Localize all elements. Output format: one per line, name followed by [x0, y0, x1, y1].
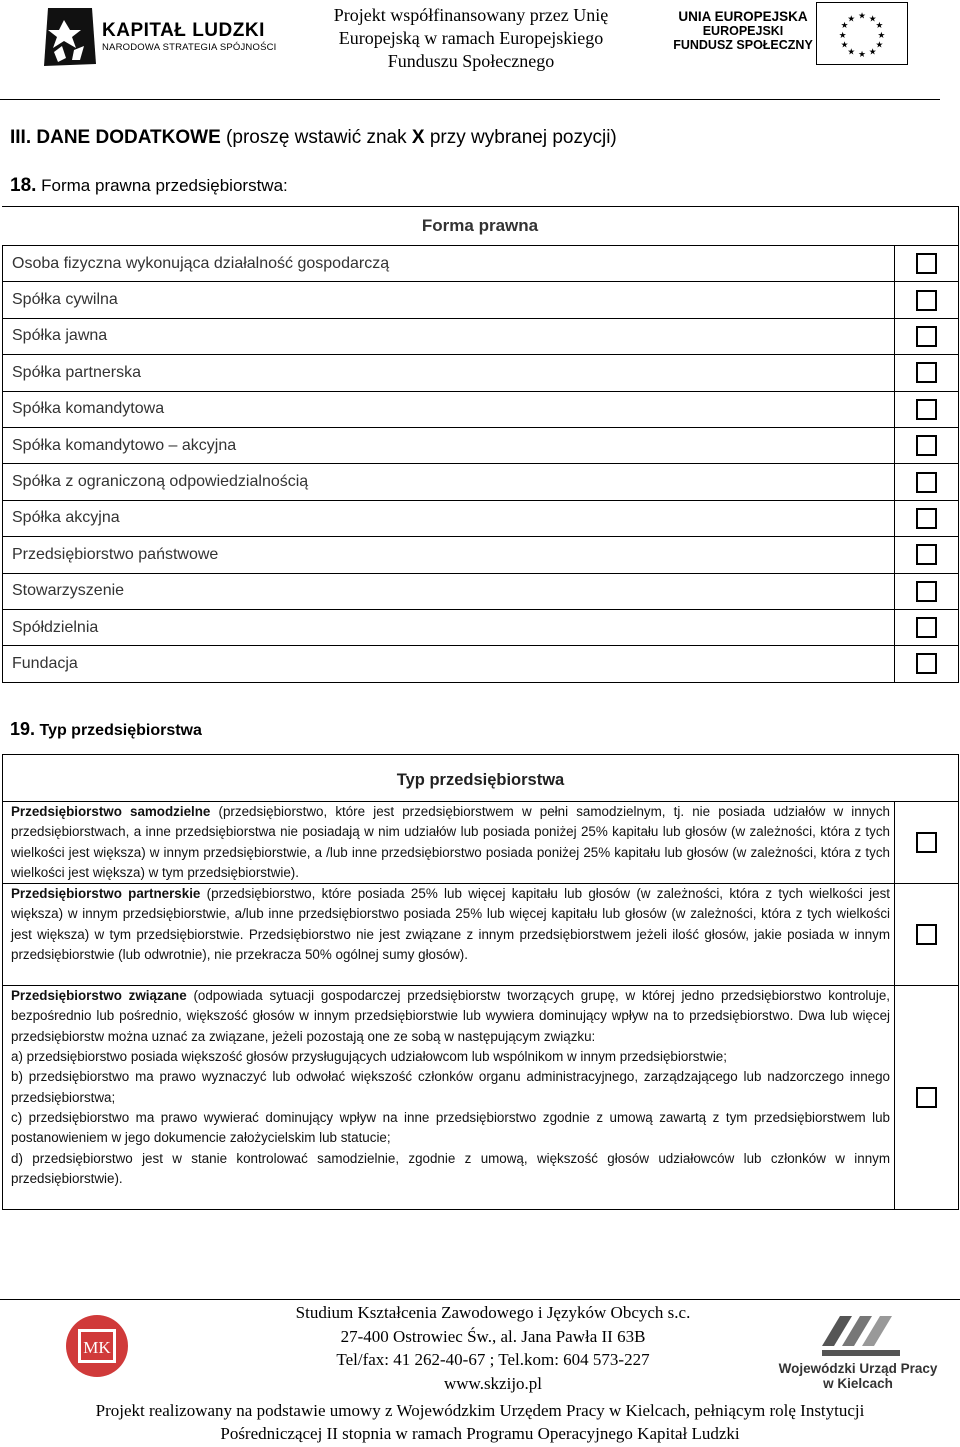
- legal-form-row: [3, 500, 959, 536]
- section-title: [10, 127, 617, 149]
- svg-text:★: ★: [868, 47, 877, 58]
- legal-form-row: [3, 391, 959, 427]
- legal-form-checkbox[interactable]: [916, 544, 937, 565]
- legal-form-label: Fundacja: [3, 646, 895, 682]
- school-phone: Tel/fax: 41 262-40-67 ; Tel.kom: 604 573-227: [336, 1350, 650, 1369]
- legal-form-label: Spółka jawna: [3, 318, 895, 354]
- legal-form-checkbox[interactable]: [916, 653, 937, 674]
- svg-text:★: ★: [838, 30, 847, 41]
- legal-form-label: Osoba fizyczna wykonująca działalność gospodarczą: [3, 246, 895, 282]
- kl-logo-subtitle: NARODOWA STRATEGIA SPÓJNOŚCI: [102, 42, 277, 53]
- legal-form-label: Spółka partnerska: [3, 355, 895, 391]
- legal-form-checkbox[interactable]: [916, 362, 937, 383]
- svg-text:★: ★: [875, 40, 884, 51]
- legal-form-row: [3, 537, 959, 573]
- enterprise-type-checkbox[interactable]: [916, 924, 937, 945]
- svg-text:★: ★: [847, 47, 856, 58]
- enterprise-type-table: [2, 754, 959, 1210]
- school-street: 27-400 Ostrowiec Św., al. Jana Pawła II 63B: [340, 1326, 646, 1346]
- header-divider: [0, 99, 940, 100]
- legal-form-row: [3, 282, 959, 318]
- legal-form-checkbox[interactable]: [916, 290, 937, 311]
- section-title-bold: III. DANE DODATKOWE: [10, 127, 221, 148]
- legal-form-row: [3, 609, 959, 645]
- enterprise-type-row: [3, 884, 959, 986]
- legal-form-checkbox[interactable]: [916, 508, 937, 529]
- project-note-line-1: Projekt realizowany na podstawie umowy z Wojewódzkim Urzędem Pracy w Kielcach, pełniącym rolę Instytucji: [95, 1401, 865, 1420]
- type-zwiazane-label: Przedsiębiorstwo związane: [11, 988, 187, 1004]
- wup-logo-text: [770, 1361, 946, 1391]
- legal-form-label: Przedsiębiorstwo państwowe: [3, 537, 895, 573]
- legal-form-row: [3, 646, 959, 682]
- legal-form-options: [2, 245, 959, 683]
- enterprise-type-header: Typ przedsiębiorstwa: [3, 755, 959, 802]
- enterprise-type-checkbox[interactable]: [916, 1087, 937, 1108]
- svg-text:★: ★: [858, 11, 866, 22]
- wup-logo-icon: [818, 1306, 904, 1362]
- section-note-end: przy wybranej pozycji): [424, 127, 617, 148]
- enterprise-type-row: [3, 986, 959, 1210]
- project-funding-note: [296, 4, 646, 73]
- svg-text:★: ★: [858, 50, 866, 61]
- wup-line-2: w Kielcach: [823, 1376, 893, 1391]
- legal-form-header-label: Forma prawna: [421, 216, 539, 235]
- wup-line-1: Wojewódzki Urząd Pracy: [778, 1361, 938, 1376]
- enterprise-type-description: [11, 802, 890, 883]
- enterprise-type-description: [11, 986, 890, 1047]
- q18-title-text: Forma prawna przedsiębiorstwa:: [36, 176, 288, 195]
- type-partnerskie-text: (przedsiębiorstwo, które posiada 25% lub więcej kapitału lub głosów (w zależności, która z tych wielkości jest większa) w innym przedsiębiorstwie, a/lub inne przedsiębiorstwo posiada 25% lub więcej kapitału lub głosów (w zależności, która z tych wielkości jest większa) w tym przedsiębiorstwie. Przedsiębiorstwo nie jest związane z innym przedsiębiorstwem jeżeli ilość głosów, jakie posiada w innym przedsiębiorstwie (lub odwrotnie), nie przekracza 50% ogólnej sumy głosów).: [11, 886, 890, 963]
- legal-form-row: [3, 427, 959, 463]
- q19-number: 19.: [10, 719, 36, 739]
- ue-line-2: EUROPEJSKI: [702, 24, 784, 38]
- legal-form-checkbox[interactable]: [916, 617, 937, 638]
- project-note-line-2: Pośredniczącej II stopnia w ramach Programu Operacyjnego Kapitał Ludzki: [220, 1424, 740, 1443]
- legal-form-label: Spółka z ograniczoną odpowiedzialnością: [3, 464, 895, 500]
- type-zwiazane-text: (odpowiada sytuacji gospodarczej przedsiębiorstw tworzących grupę, w której jedno przedsiębiorstwo kontroluje, bezpośrednio lub pośrednio, większość głosów w innym przedsiębiorstwie lub wywiera dominujący wpływ na to przedsiębiorstwo. Dwa lub więcej przedsiębiorstw można uznać za związane, jeżeli pozostają one ze sobą w następującym związku:: [11, 988, 890, 1044]
- legal-form-checkbox[interactable]: [916, 399, 937, 420]
- legal-form-checkbox[interactable]: [916, 253, 937, 274]
- legal-form-row: [3, 355, 959, 391]
- footer-divider: [0, 1299, 960, 1300]
- legal-form-row: [3, 246, 959, 282]
- legal-form-row: [3, 464, 959, 500]
- page-header: [0, 0, 960, 100]
- legal-form-checkbox[interactable]: [916, 435, 937, 456]
- eu-logo-text: [672, 10, 814, 52]
- section-note: (proszę wstawić znak: [220, 127, 412, 148]
- legal-form-label: Spółdzielnia: [3, 609, 895, 645]
- legal-form-label: Spółka komandytowa: [3, 391, 895, 427]
- svg-text:★: ★: [877, 30, 886, 41]
- legal-form-label: Spółka komandytowo – akcyjna: [3, 427, 895, 463]
- type-zwiazane-point-a: a) przedsiębiorstwo posiada większość głosów przysługujących udziałowcom lub wspólnikom w innym przedsiębiorstwie;: [11, 1049, 727, 1065]
- school-name: Studium Kształcenia Zawodowego i Języków Obcych s.c.: [295, 1303, 691, 1322]
- project-line-3: Funduszu Społecznego: [387, 51, 555, 71]
- legal-form-checkbox[interactable]: [916, 581, 937, 602]
- legal-form-header: [2, 206, 959, 245]
- legal-form-label: Stowarzyszenie: [3, 573, 895, 609]
- legal-form-row: [3, 573, 959, 609]
- mk-logo-text: MK: [83, 1338, 111, 1357]
- school-address: [218, 1301, 768, 1395]
- eu-flag-icon: [816, 2, 908, 65]
- q19-title-text: Typ przedsiębiorstwa: [35, 722, 202, 739]
- svg-text:★: ★: [875, 21, 884, 32]
- mk-school-logo: [64, 1309, 130, 1383]
- enterprise-type-description: [11, 884, 890, 965]
- legal-form-label: Spółka cywilna: [3, 282, 895, 318]
- legal-form-checkbox[interactable]: [916, 326, 937, 347]
- svg-text:★: ★: [840, 40, 849, 51]
- legal-form-checkbox[interactable]: [916, 472, 937, 493]
- svg-text:★: ★: [868, 14, 877, 25]
- question-19-title: [10, 719, 202, 740]
- type-zwiazane-point-b: b) przedsiębiorstwo ma prawo wyznaczyć lub odwołać większość członków organu administracyjnego, zarządzającego lub nadzorczego innego przedsiębiorstwa;: [11, 1069, 890, 1105]
- type-zwiazane-point-d: d) przedsiębiorstwo jest w stanie kontrolować samodzielnie, zgodnie z umową, większość głosów udziałowców lub członków w innym przedsiębiorstwie).: [11, 1150, 890, 1186]
- legal-form-row: [3, 318, 959, 354]
- section-mark: X: [411, 127, 425, 148]
- enterprise-type-checkbox[interactable]: [916, 832, 937, 853]
- svg-text:★: ★: [840, 21, 849, 32]
- ue-line-3: FUNDUSZ SPOŁECZNY: [673, 38, 813, 52]
- kl-logo-title: KAPITAŁ LUDZKI: [102, 20, 265, 41]
- enterprise-type-row: [3, 802, 959, 884]
- type-samodzielne-label: Przedsiębiorstwo samodzielne: [11, 804, 211, 819]
- project-line-1: Projekt współfinansowany przez Unię: [333, 5, 609, 25]
- ue-line-1: UNIA EUROPEJSKA: [678, 9, 808, 24]
- question-18-title: [10, 175, 288, 197]
- q18-number: 18.: [10, 175, 37, 196]
- project-realization-note: [0, 1399, 960, 1445]
- school-website: www.skzijo.pl: [443, 1373, 543, 1393]
- type-samodzielne-text: (przedsiębiorstwo, które jest przedsiębiorstwem w pełni samodzielnym, tj. nie posiada udziałów w innych przedsiębiorstwach, a inne przedsiębiorstwa nie posiadają w nim udziałów lub posiada poniżej 25% kapitału lub głosów (w zależności, która z tych wielkości jest większa) w innym przedsiębiorstwie, a /lub inne przedsiębiorstwo posiada poniżej 25% kapitału lub głosów (w zależności, która z tych wielkości jest większa) w tym przedsiębiorstwie).: [11, 804, 890, 880]
- project-line-2: Europejską w ramach Europejskiego: [338, 28, 604, 48]
- legal-form-label: Spółka akcyjna: [3, 500, 895, 536]
- type-partnerskie-label: Przedsiębiorstwo partnerskie: [11, 886, 201, 902]
- svg-text:★: ★: [847, 14, 856, 25]
- type-zwiazane-point-c: c) przedsiębiorstwo ma prawo wywierać dominujący wpływ na inne przedsiębiorstwo zgodnie z umową zawartą z tym przedsiębiorstwem lub postanowieniem w jego dokumencie założycielskim lub statucie;: [11, 1109, 890, 1146]
